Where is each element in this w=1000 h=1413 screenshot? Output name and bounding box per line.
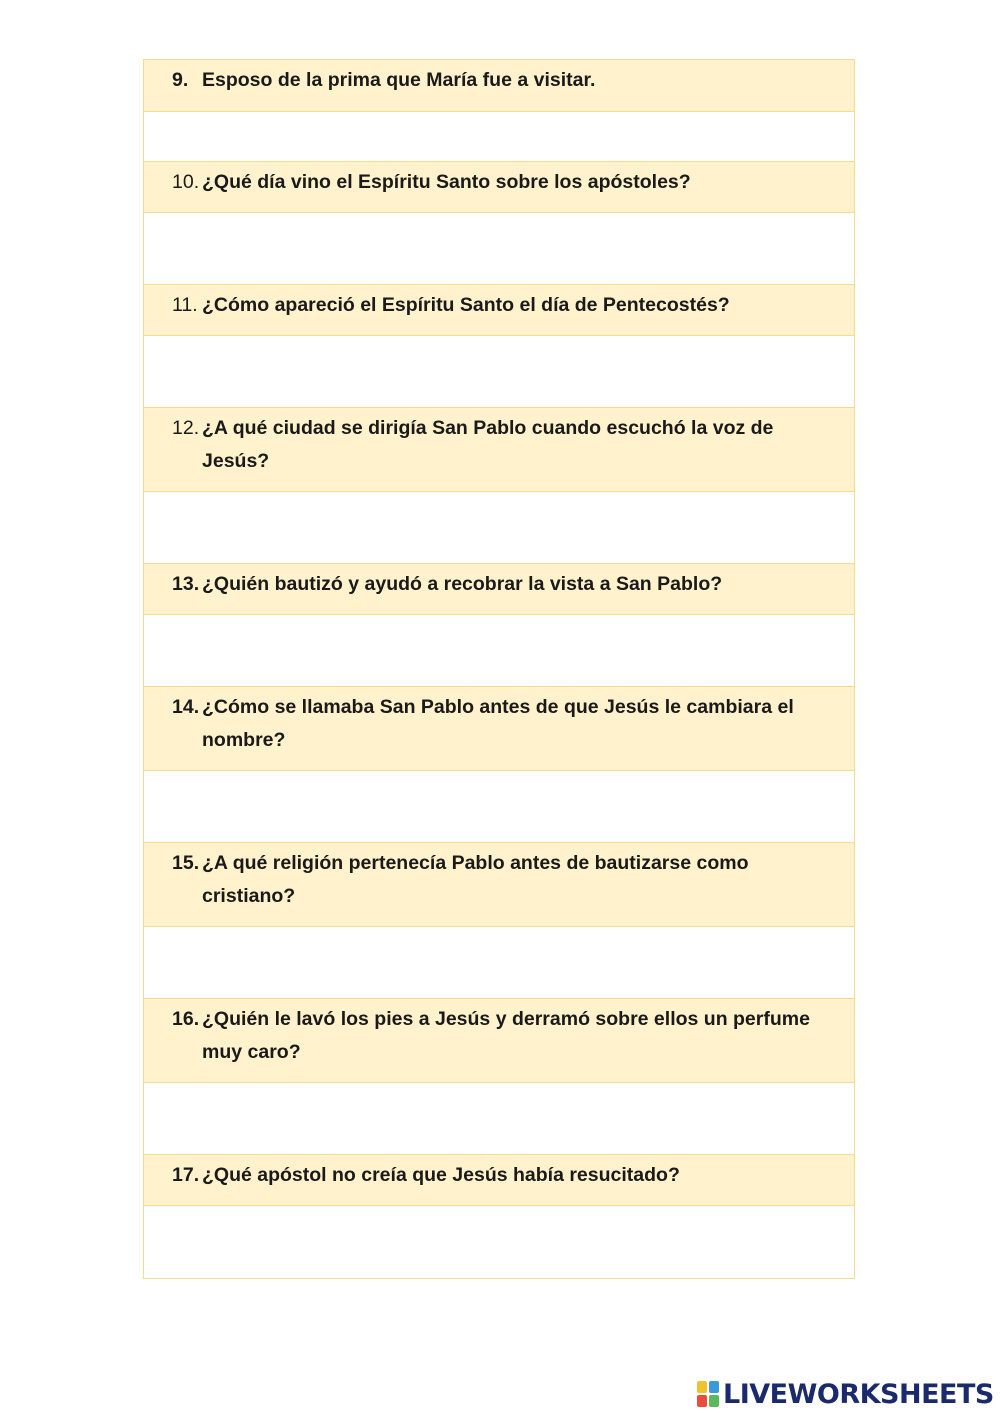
question-number: 11.	[172, 294, 198, 316]
answer-field-14[interactable]	[144, 771, 854, 843]
question-13	[144, 564, 854, 615]
answer-field-17[interactable]	[144, 1206, 854, 1278]
question-number: 15.	[172, 852, 200, 874]
question-text: ¿Quién le lavó los pies a Jesús y derramó sobre ellos un perfume muy caro?	[202, 1008, 810, 1063]
question-17	[144, 1155, 854, 1206]
question-number: 14.	[172, 696, 200, 718]
question-number: 13.	[172, 573, 200, 595]
question-number: 17.	[172, 1164, 200, 1186]
question-11	[144, 285, 854, 336]
question-text: ¿A qué religión pertenecía Pablo antes de bautizarse como cristiano?	[202, 852, 749, 907]
liveworksheets-logo	[697, 1378, 994, 1410]
question-15	[144, 843, 854, 927]
question-12	[144, 408, 854, 492]
logo-text: LIVEWORKSHEETS	[723, 1378, 994, 1410]
question-16	[144, 999, 854, 1083]
answer-field-13[interactable]	[144, 615, 854, 687]
question-9	[144, 60, 854, 112]
question-text: ¿Qué apóstol no creía que Jesús había resucitado?	[202, 1164, 680, 1186]
answer-field-11[interactable]	[144, 336, 854, 408]
question-10	[144, 162, 854, 213]
answer-field-12[interactable]	[144, 492, 854, 564]
question-text: ¿Cómo se llamaba San Pablo antes de que Jesús le cambiara el nombre?	[202, 696, 794, 751]
question-text: ¿A qué ciudad se dirigía San Pablo cuando escuchó la voz de Jesús?	[202, 417, 774, 472]
question-number: 9.	[172, 69, 189, 91]
answer-field-15[interactable]	[144, 927, 854, 999]
question-text: ¿Cómo apareció el Espíritu Santo el día de Pentecostés?	[202, 294, 730, 316]
answer-field-9[interactable]	[144, 112, 854, 162]
answer-field-16[interactable]	[144, 1083, 854, 1155]
question-number: 12.	[172, 417, 200, 439]
question-number: 10.	[172, 171, 200, 193]
question-text: ¿Quién bautizó y ayudó a recobrar la vista a San Pablo?	[202, 573, 723, 595]
question-number: 16.	[172, 1008, 200, 1030]
question-14	[144, 687, 854, 771]
answer-field-10[interactable]	[144, 213, 854, 285]
worksheet-table	[143, 59, 855, 1279]
liveworksheets-logo-icon	[697, 1381, 719, 1407]
question-text: Esposo de la prima que María fue a visitar.	[202, 69, 596, 91]
question-text: ¿Qué día vino el Espíritu Santo sobre los apóstoles?	[202, 171, 691, 193]
